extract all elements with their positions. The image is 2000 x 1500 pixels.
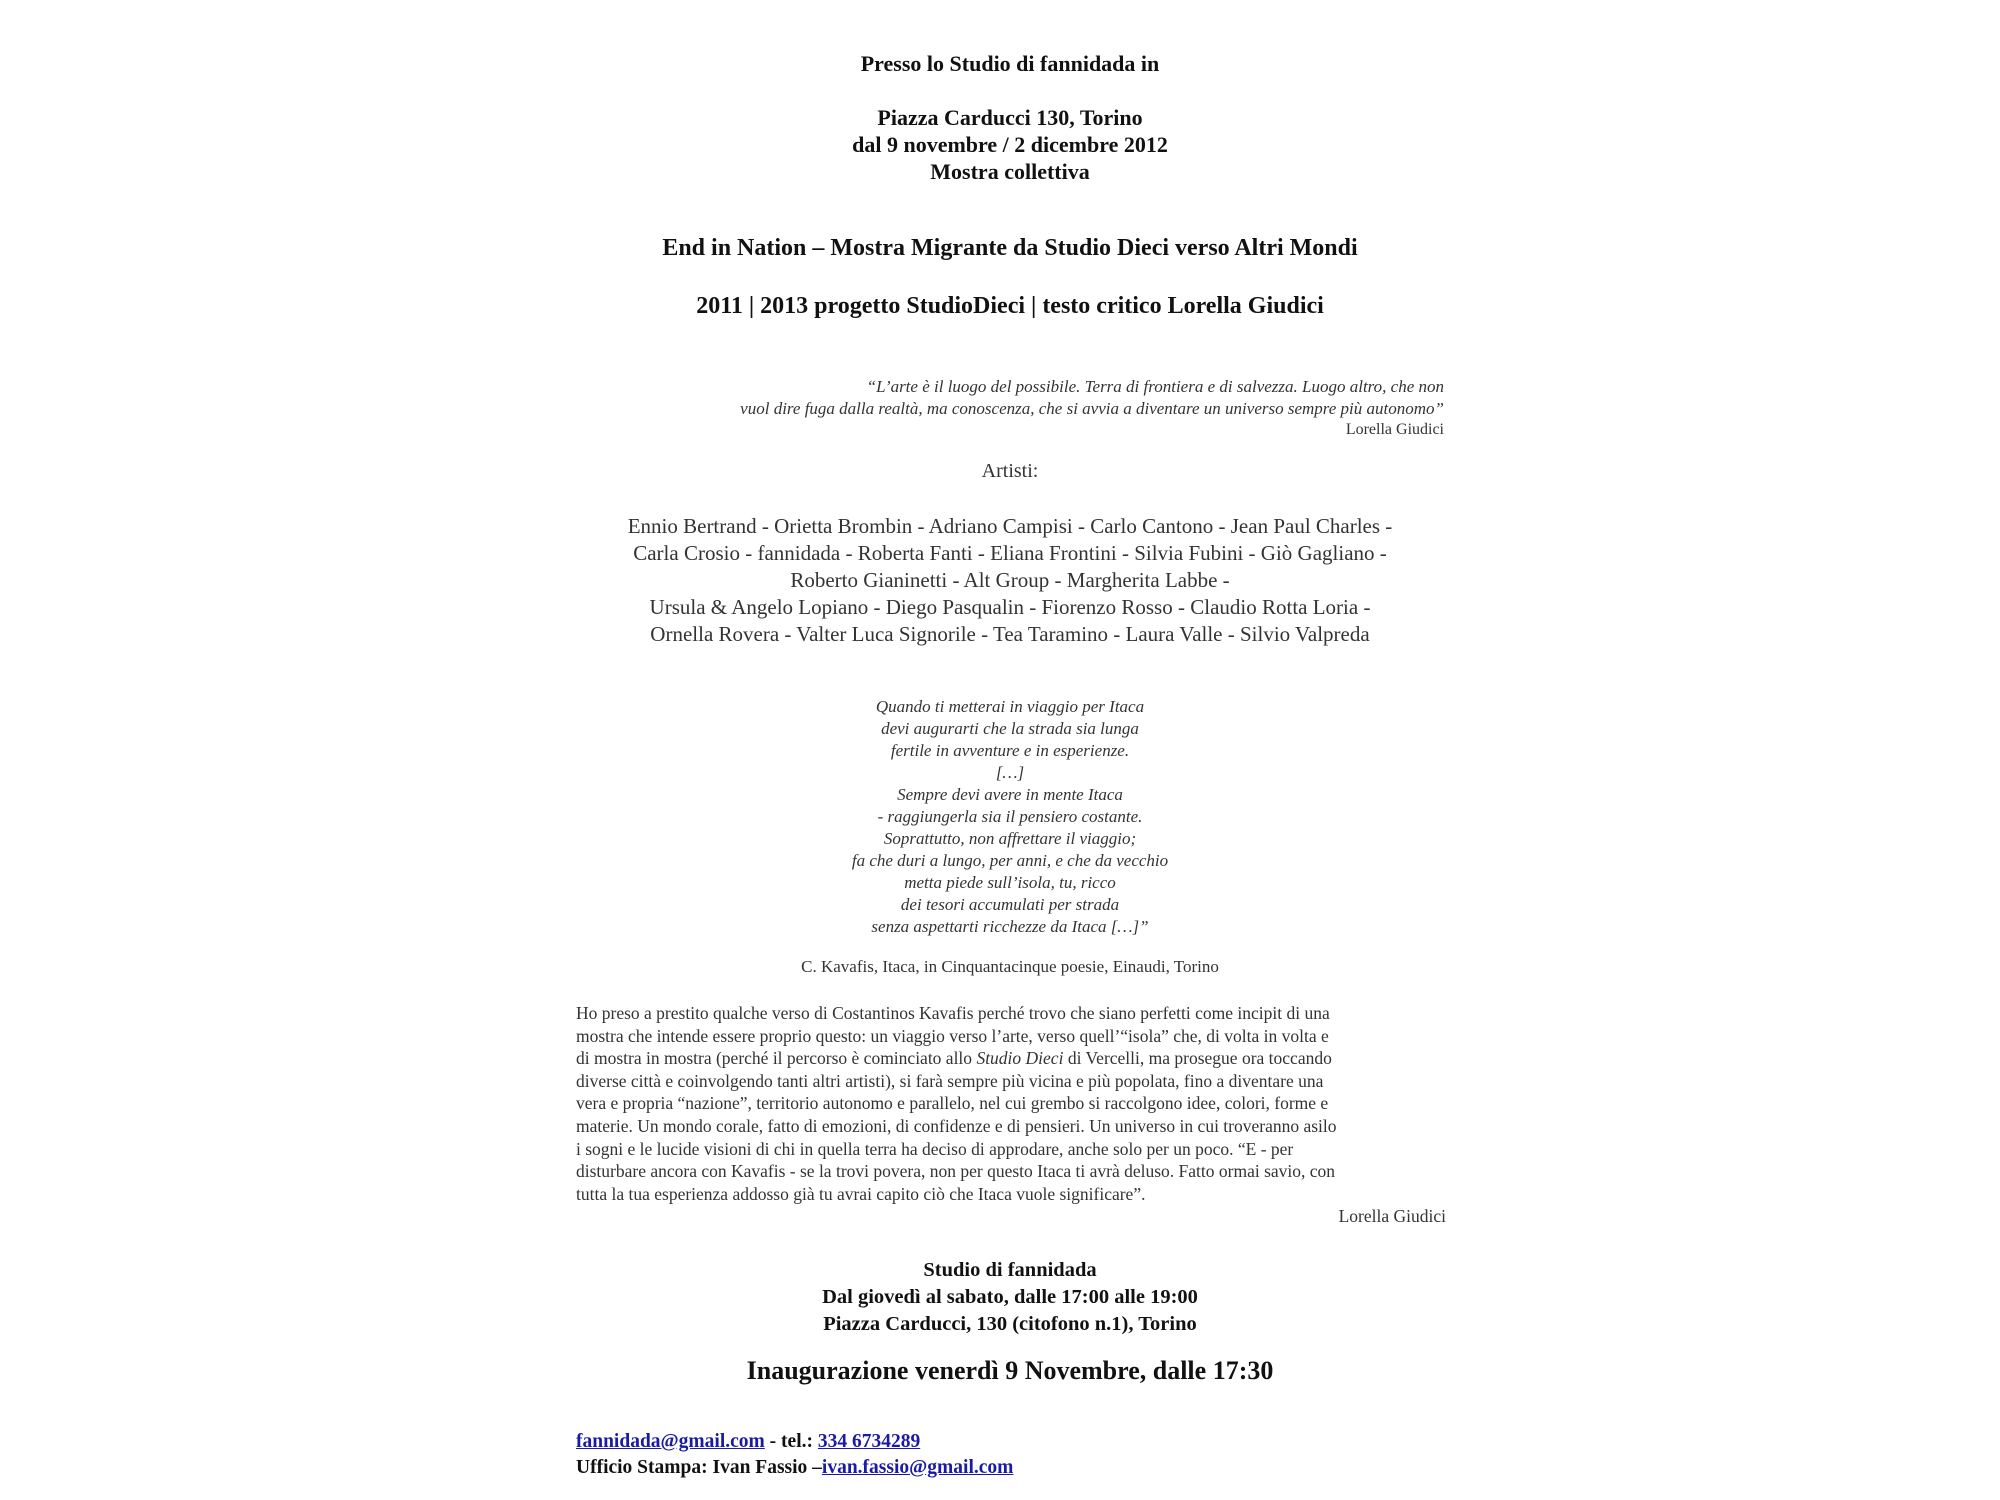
essay-line: disturbare ancora con Kavafis - se la trovi povera, non per questo Itaca ti avrà deluso. Fatto ormai savio, con xyxy=(576,1161,1336,1182)
press-office-line xyxy=(576,1455,1013,1481)
poem-line: Sempre devi avere in mente Itaca xyxy=(897,785,1123,804)
essay-text: di Vercelli, ma prosegue ora toccando xyxy=(1063,1048,1332,1069)
header-location-intro: Presso lo Studio di fannidada in xyxy=(860,51,1160,76)
essay-italic-text: Studio Dieci xyxy=(976,1048,1064,1069)
artists-line: Carla Crosio - fannidada - Roberta Fanti - Eliana Frontini - Silvia Fubini - Giò Gagliano - xyxy=(633,541,1387,565)
header-dates: dal 9 novembre / 2 dicembre 2012 xyxy=(852,132,1168,157)
press-email-link[interactable]: ivan.fassio@gmail.com xyxy=(821,1457,1014,1478)
email-link[interactable]: fannidada@gmail.com xyxy=(576,1431,765,1452)
essay-line: i sogni e le lucide visioni di chi in quella terra ha deciso di approdare, anche solo per un poco. “E - per xyxy=(576,1138,1294,1159)
essay-line: tutta la tua esperienza addosso già tu avrai capito ciò che Itaca vuole significare”. xyxy=(576,1183,1146,1204)
poem-line: Soprattutto, non affrettare il viaggio; xyxy=(883,829,1137,848)
contacts xyxy=(576,1429,1013,1481)
essay-line: diverse città e coinvolgendo tanti altri artisti), si farà sempre più vicina e più popolata, fino a diventare una xyxy=(576,1070,1324,1091)
quote-line: vuol dire fuga dalla realtà, ma conoscenza, che si avvia a diventare un universo sempre più autonomo” xyxy=(740,399,1444,418)
quote-line: “L’arte è il luogo del possibile. Terra di frontiera e di salvezza. Luogo altro, che non xyxy=(866,377,1444,396)
contact-line xyxy=(576,1429,1013,1455)
poem-line: - raggiungerla sia il pensiero costante. xyxy=(877,807,1143,826)
header-exhibition-type: Mostra collettiva xyxy=(930,159,1090,184)
artists-heading: Artisti: xyxy=(981,460,1039,482)
poem-line: dei tesori accumulati per strada xyxy=(900,895,1120,914)
header-spacer xyxy=(580,77,1440,104)
venue-address: Piazza Carducci, 130 (citofono n.1), Torino xyxy=(823,1313,1197,1335)
exhibition-header xyxy=(580,50,1440,185)
itaca-poem xyxy=(760,696,1260,938)
venue-name: Studio di fannidada xyxy=(923,1259,1097,1281)
essay-line: Ho preso a prestito qualche verso di Costantinos Kavafis perché trovo che siano perfetti come incipit di una xyxy=(576,1003,1330,1023)
essay-line: mostra che intende essere proprio questo: un viaggio verso l’arte, verso quell’“isola” che, di volta in volta e xyxy=(576,1025,1329,1046)
artists-line: Ornella Rovera - Valter Luca Signorile - Tea Taramino - Laura Valle - Silvio Valpreda xyxy=(650,622,1370,646)
critical-essay xyxy=(576,1002,1446,1228)
essay-line xyxy=(576,1047,1446,1070)
essay-text: di mostra in mostra (perché il percorso è cominciato allo xyxy=(576,1048,977,1069)
artists-line: Ennio Bertrand - Orietta Brombin - Adriano Campisi - Carlo Cantono - Jean Paul Charles - xyxy=(627,514,1393,538)
essay-line: vera e propria “nazione”, territorio autonomo e parallelo, nel cui grembo si raccolgono idee, colori, forme e xyxy=(576,1093,1329,1114)
header-address: Piazza Carducci 130, Torino xyxy=(877,105,1143,130)
essay-line: materie. Un mondo corale, fatto di emozioni, di confidenze e di pensieri. Un universo in cui troveranno asilo xyxy=(576,1115,1337,1136)
artists-list xyxy=(540,513,1480,648)
poem-line: senza aspettarti ricchezze da Itaca […]” xyxy=(871,917,1149,936)
poem-line: fa che duri a lungo, per anni, e che da vecchio xyxy=(851,851,1169,870)
poem-line: fertile in avventure e in esperienze. xyxy=(890,741,1130,760)
poem-line: devi augurarti che la strada sia lunga xyxy=(881,719,1139,738)
critic-quote xyxy=(600,376,1444,440)
tel-label: - tel.: xyxy=(764,1431,818,1452)
venue-hours: Dal giovedì al sabato, dalle 17:00 alle 19:00 xyxy=(822,1286,1198,1308)
quote-author: Lorella Giudici xyxy=(1345,421,1444,438)
phone-link[interactable]: 334 6734289 xyxy=(817,1431,921,1452)
exhibition-title: End in Nation – Mostra Migrante da Studio Dieci verso Altri Mondi xyxy=(662,235,1358,261)
exhibition-subtitle: 2011 | 2013 progetto StudioDieci | testo critico Lorella Giudici xyxy=(696,293,1324,319)
poem-line: metta piede sull’isola, tu, ricco xyxy=(904,873,1116,892)
opening-announcement: Inaugurazione venerdì 9 Novembre, dalle 17:30 xyxy=(746,1356,1274,1385)
poem-line: […] xyxy=(995,763,1025,782)
poem-line: Quando ti metterai in viaggio per Itaca xyxy=(875,697,1145,716)
artists-line: Ursula & Angelo Lopiano - Diego Pasqualin - Fiorenzo Rosso - Claudio Rotta Loria - xyxy=(649,595,1371,619)
venue-info xyxy=(580,1257,1440,1338)
artists-line: Roberto Gianinetti - Alt Group - Margherita Labbe - xyxy=(790,568,1230,592)
poem-citation: C. Kavafis, Itaca, in Cinquantacinque poesie, Einaudi, Torino xyxy=(801,957,1219,976)
essay-signature: Lorella Giudici xyxy=(1338,1206,1446,1227)
press-office-label: Ufficio Stampa: Ivan Fassio – xyxy=(576,1457,822,1478)
